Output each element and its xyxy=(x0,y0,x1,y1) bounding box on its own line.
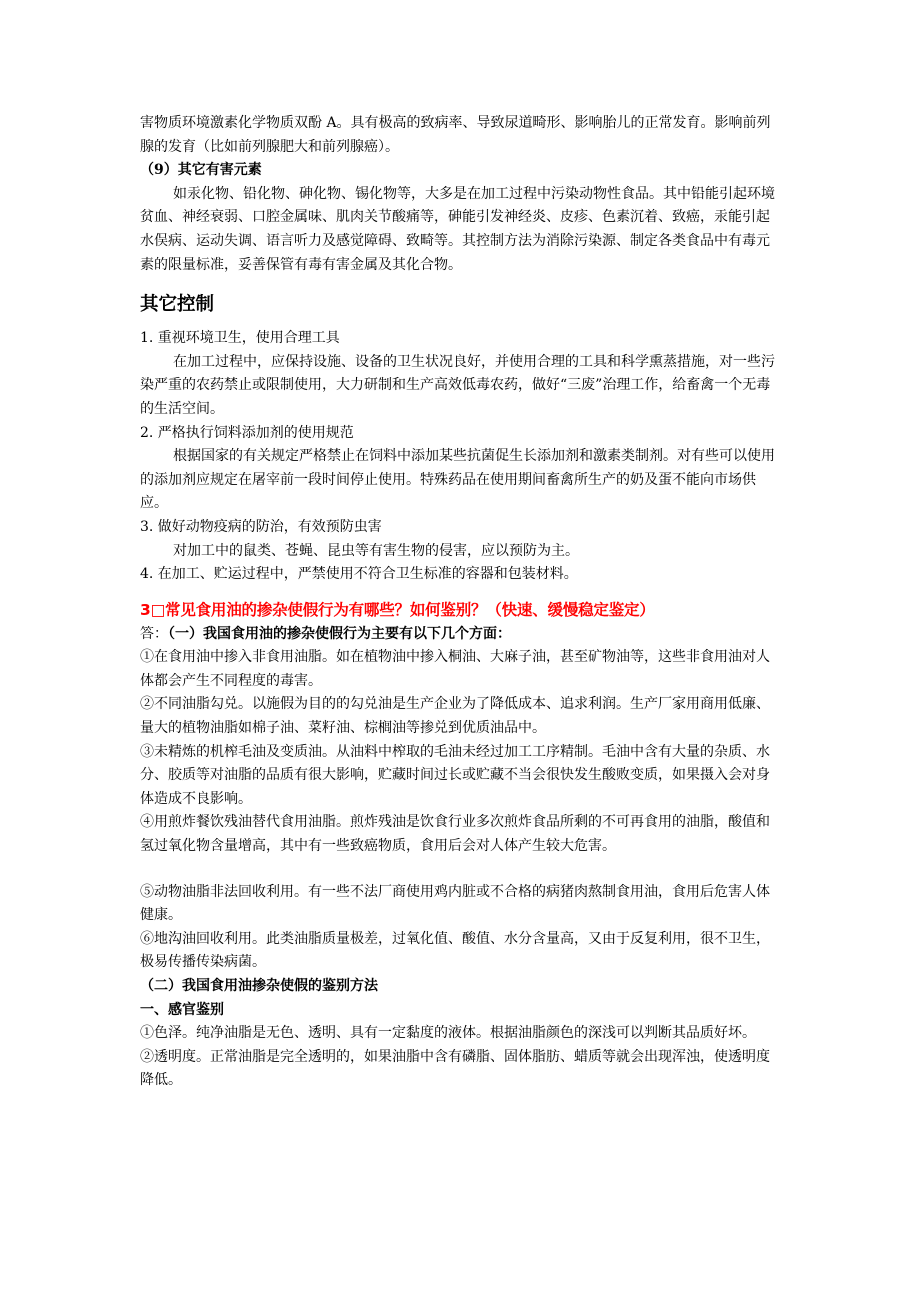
answer-part1-line xyxy=(140,623,782,647)
adulteration-item-5: ⑤动物油脂非法回收利用。有一些不法厂商使用鸡内脏或不合格的病猪肉熬制食用油，食用后危害人体健康。 xyxy=(140,883,770,924)
section9-body: 如汞化物、铅化物、砷化物、锡化物等，大多是在加工过程中污染动物性食品。其中铅能引起环境贫血、神经衰弱、口腔金属味、肌肉关节酸痛等，砷能引发神经炎、皮疹、色素沉着、致癌，汞能引起水俣病、运动失调、语言听力及感觉障碍、致畸等。其控制方法为消除污染源、制定各类食品中有毒元素的限量标准，妥善保管有毒有害金属及其化合物。 xyxy=(140,185,775,273)
control-item-2-body: 根据国家的有关规定严格禁止在饲料中添加某些抗菌促生长添加剂和激素类制剂。对有些可以使用的添加剂应规定在屠宰前一段时间停止使用。特殊药品在使用期间畜禽所生产的奶及蛋不能向市场供应。 xyxy=(140,448,775,512)
question-3-heading: 3□常见食用油的掺杂使假行为有哪些？如何鉴别？（快速、缓慢稳定鉴定） xyxy=(140,600,655,619)
adulteration-item-2: ②不同油脂勾兑。以施假为目的的勾兑油是生产企业为了降低成本、追求利润。生产厂家用商用低廉、量大的植物油脂如棉子油、菜籽油、棕榈油等掺兑到优质油品中。 xyxy=(140,696,770,737)
sensory-item-transparency: ②透明度。正常油脂是完全透明的，如果油脂中含有磷脂、固体脂肪、蜡质等就会出现浑浊，使透明度降低。 xyxy=(140,1048,770,1089)
adulteration-item-6: ⑥地沟油回收利用。此类油脂质量极差，过氧化值、酸值、水分含量高，又由于反复利用，很不卫生，极易传播传染病菌。 xyxy=(140,930,770,971)
control-item-1-title: 1. 重视环境卫生，使用合理工具 xyxy=(140,330,340,347)
control-item-2-title: 2. 严格执行饲料添加剂的使用规范 xyxy=(140,424,354,441)
section9-heading: （9）其它有害元素 xyxy=(140,162,262,179)
answer-part1-heading: （一）我国食用油的掺杂使假行为主要有以下几个方面： xyxy=(168,625,511,642)
section9-continuation: 害物质环境激素化学物质双酚 A。具有极高的致病率、导致尿道畸形、影响胎儿的正常发育。影响前列腺的发育（比如前列腺肥大和前列腺癌）。 xyxy=(140,115,771,155)
adulteration-item-3: ③未精炼的机榨毛油及变质油。从油料中榨取的毛油未经过加工工序精制。毛油中含有大量的杂质、水分、胶质等对油脂的品质有很大影响，贮藏时间过长或贮藏不当会很快发生酸败变质，如果摄入会对身体造成不良影响。 xyxy=(140,743,770,807)
control-item-4-title: 4. 在加工、贮运过程中，严禁使用不符合卫生标准的容器和包装材料。 xyxy=(140,566,578,583)
control-item-3-title: 3. 做好动物疫病的防治，有效预防虫害 xyxy=(140,518,382,535)
sensory-item-color: ①色泽。纯净油脂是无色、透明、具有一定黏度的液体。根据油脂颜色的深浅可以判断其品质好坏。 xyxy=(140,1025,756,1042)
adulteration-item-4: ④用煎炸餐饮残油替代食用油脂。煎炸残油是饮食行业多次煎炸食品所剩的不可再食用的油脂，酸值和氢过氧化物含量增高，其中有一些致癌物质，食用后会对人体产生较大危害。 xyxy=(140,814,770,855)
adulteration-item-1: ①在食用油中掺入非食用油脂。如在植物油中掺入桐油、大麻子油，甚至矿物油等，这些非食用油对人体都会产生不同程度的毒害。 xyxy=(140,649,770,689)
control-item-3-body: 对加工中的鼠类、苍蝇、昆虫等有害生物的侵害，应以预防为主。 xyxy=(173,542,579,559)
control-item-1-body: 在加工过程中，应保持设施、设备的卫生状况良好，并使用合理的工具和科学熏蒸措施，对一些污染严重的农药禁止或限制使用，大力研制和生产高效低毒农药，做好“三废”治理工作，给畜禽一个无毒的生活空间。 xyxy=(140,353,775,417)
sensory-heading: 一、感官鉴别 xyxy=(140,1001,224,1018)
answer-part2-heading: （二）我国食用油掺杂使假的鉴别方法 xyxy=(140,978,378,994)
paragraph-gap xyxy=(140,859,782,881)
other-control-heading: 其它控制 xyxy=(140,294,215,316)
answer-prefix: 答： xyxy=(140,625,168,642)
document-page xyxy=(140,112,782,1093)
